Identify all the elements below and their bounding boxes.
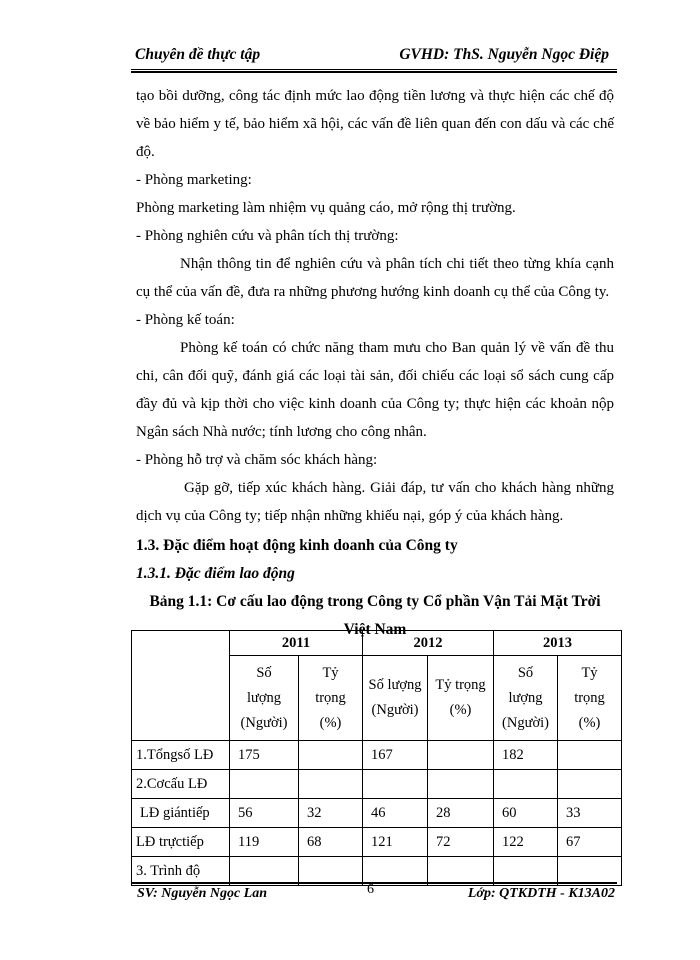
table-cell: 182 (494, 741, 558, 770)
table-corner-cell (132, 631, 230, 741)
table-cell (299, 770, 363, 799)
year-header: 2011 (230, 631, 363, 656)
section-heading: 1.3. Đặc điểm hoạt động kinh doanh của Công ty (136, 537, 458, 554)
table-cell (363, 770, 428, 799)
table-cell (230, 770, 299, 799)
table-cell: 72 (428, 828, 494, 857)
table-row (132, 799, 622, 828)
table-cell (428, 770, 494, 799)
paragraph-line: Gặp gỡ, tiếp xúc khách hàng. Giải đáp, tư vấn cho khách hàng những (184, 480, 614, 496)
heading-marketing: - Phòng marketing: (136, 172, 252, 188)
table-cell: 68 (299, 828, 363, 857)
table-row (132, 770, 622, 799)
table-cell (558, 741, 622, 770)
heading-accounting: - Phòng kế toán: (136, 312, 235, 328)
ratio-header: Tỷ trọng (%) (558, 656, 622, 741)
qty-header: Số lượng (Người) (230, 656, 299, 741)
row-label: LĐ trựctiếp (132, 828, 230, 857)
table-cell (558, 770, 622, 799)
table-cell: 121 (363, 828, 428, 857)
labor-structure-table (131, 630, 622, 886)
row-label: LĐ giántiếp (132, 799, 230, 828)
table-cell (428, 741, 494, 770)
header-rule-thick (131, 71, 617, 73)
header-left: Chuyên đề thực tập (135, 46, 261, 63)
table-header-years (132, 631, 622, 656)
page-footer (131, 886, 617, 908)
table-cell (494, 770, 558, 799)
paragraph-line: Ngân sách Nhà nước; tính lương cho công nhân. (136, 424, 427, 440)
heading-research: - Phòng nghiên cứu và phân tích thị trường: (136, 228, 399, 244)
paragraph-line: độ. (136, 144, 155, 160)
table-cell: 122 (494, 828, 558, 857)
subsection-heading: 1.3.1. Đặc điểm lao động (136, 565, 295, 582)
table-cell: 119 (230, 828, 299, 857)
table-cell (299, 741, 363, 770)
footer-rule (131, 882, 617, 884)
page-number: 6 (367, 882, 374, 897)
row-label: 2.Cơcấu LĐ (132, 770, 230, 799)
document-body (136, 82, 614, 644)
table-cell: 175 (230, 741, 299, 770)
table-cell: 56 (230, 799, 299, 828)
year-header: 2013 (494, 631, 622, 656)
table-cell: 46 (363, 799, 428, 828)
footer-class: Lớp: QTKDTH - K13A02 (467, 886, 615, 901)
paragraph-line: đầy đủ và kịp thời cho việc kinh doanh của Công ty; thực hiện các khoản nộp (136, 396, 614, 412)
table-cell: 67 (558, 828, 622, 857)
qty-header: Số lượng (Người) (363, 656, 428, 741)
table-cell: 167 (363, 741, 428, 770)
ratio-header: Tỷ trọng (%) (428, 656, 494, 741)
qty-header: Số lượng (Người) (494, 656, 558, 741)
paragraph-line: dịch vụ của Công ty; tiếp nhận những khiếu nại, góp ý của khách hàng. (136, 508, 564, 524)
table-cell: 32 (299, 799, 363, 828)
paragraph-line: Phòng kế toán có chức năng tham mưu cho Ban quản lý về vấn đề thu (180, 340, 614, 356)
table-caption: Bảng 1.1: Cơ cấu lao động trong Công ty Cổ phần Vận Tải Mặt Trời (149, 593, 601, 610)
table-cell: 60 (494, 799, 558, 828)
paragraph-line: Nhận thông tin để nghiên cứu và phân tích chi tiết theo từng khía cạnh (180, 256, 614, 272)
paragraph-line: cụ thể của vấn đề, đưa ra những phương hướng kinh doanh cụ thể của Công ty. (136, 284, 610, 300)
table-row (132, 741, 622, 770)
paragraph-line: về bảo hiểm y tế, bảo hiểm xã hội, các vấn đề liên quan đến con dấu và các chế (136, 116, 614, 132)
paragraph-line: tạo bồi dưỡng, công tác định mức lao động tiền lương và thực hiện các chế độ (136, 88, 614, 104)
header-right: GVHD: ThS. Nguyễn Ngọc Điệp (399, 46, 609, 63)
table-caption-cont: Việt Nam (343, 621, 407, 638)
paragraph-marketing: Phòng marketing làm nhiệm vụ quảng cáo, mở rộng thị trường. (136, 200, 516, 216)
year-header: 2012 (363, 631, 494, 656)
ratio-header: Tỷ trọng (%) (299, 656, 363, 741)
row-label: 1.Tổngsố LĐ (132, 741, 230, 770)
table-cell: 33 (558, 799, 622, 828)
footer-student: SV: Nguyễn Ngọc Lan (137, 886, 268, 901)
header-rule (131, 69, 617, 70)
page-header (131, 44, 615, 68)
table-row (132, 828, 622, 857)
row-label: 3. Trình độ (132, 857, 230, 886)
table-cell: 28 (428, 799, 494, 828)
heading-support: - Phòng hỗ trợ và chăm sóc khách hàng: (136, 452, 378, 468)
paragraph-line: chi, cân đối quỹ, đánh giá các loại tài sản, đối chiếu các loại sổ sách cung cấp (136, 368, 614, 384)
